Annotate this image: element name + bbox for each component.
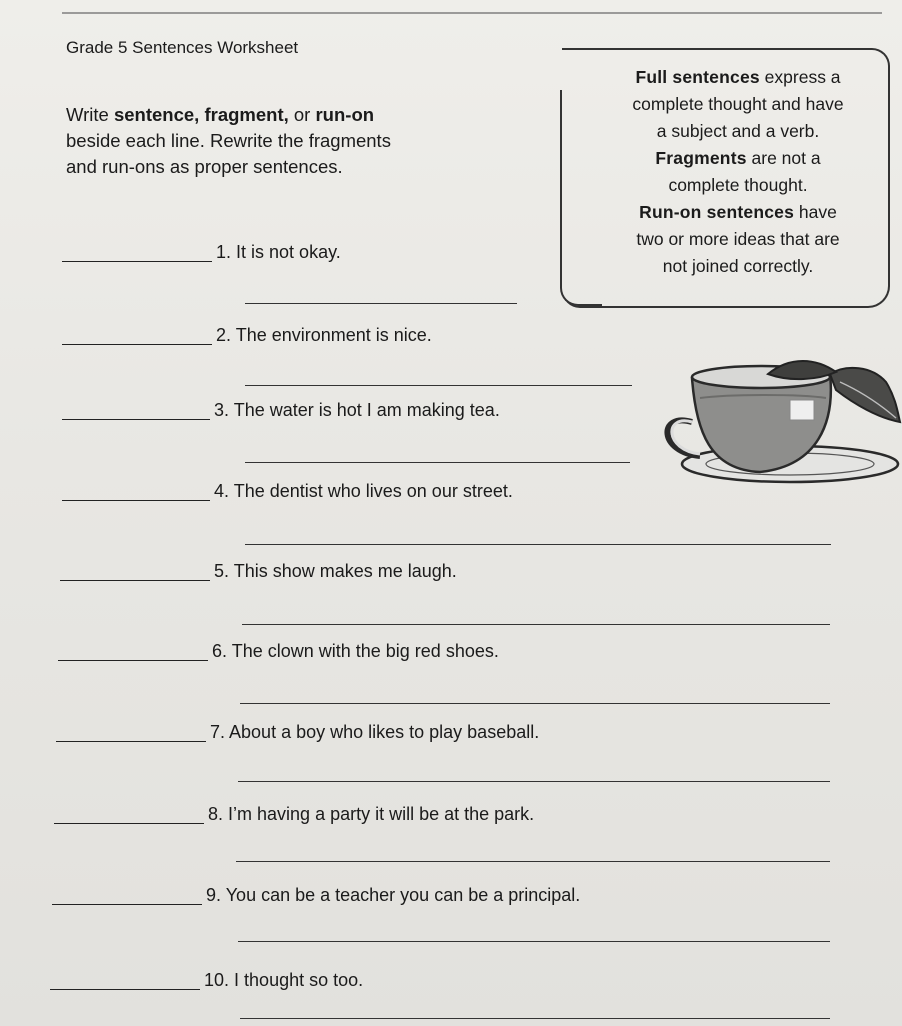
top-rule bbox=[62, 12, 882, 14]
instructions bbox=[66, 102, 526, 180]
answer-blank[interactable] bbox=[62, 419, 210, 420]
answer-blank[interactable] bbox=[56, 741, 206, 742]
rewrite-line[interactable] bbox=[238, 781, 830, 782]
answer-blank[interactable] bbox=[50, 989, 200, 990]
sentence-text: 4. The dentist who lives on our street. bbox=[214, 481, 513, 501]
teacup-with-leaf-icon bbox=[640, 352, 902, 500]
answer-blank[interactable] bbox=[54, 823, 204, 824]
answer-blank[interactable] bbox=[62, 261, 212, 262]
rewrite-line[interactable] bbox=[242, 624, 830, 625]
definitions-text: Full sentences express a complete thought and have a subject and a verb. Fragments are not a complete thought. Run-on sentences have two or more ideas that are not joined correctly. bbox=[632, 67, 844, 276]
instructions-line-3: and run-ons as proper sentences. bbox=[66, 156, 343, 177]
sentence-text: 8. I’m having a party it will be at the park. bbox=[208, 804, 535, 824]
rewrite-line[interactable] bbox=[245, 462, 630, 463]
sentence-text: 10. I thought so too. bbox=[204, 970, 364, 990]
sentence-text: 9. You can be a teacher you can be a principal. bbox=[206, 885, 581, 905]
sentence-text: 6. The clown with the big red shoes. bbox=[212, 641, 499, 661]
rewrite-line[interactable] bbox=[240, 1018, 830, 1019]
rewrite-line[interactable] bbox=[245, 385, 632, 386]
instructions-line-2: beside each line. Rewrite the fragments bbox=[66, 130, 391, 151]
rewrite-line[interactable] bbox=[245, 303, 517, 304]
rewrite-line[interactable] bbox=[240, 703, 830, 704]
answer-blank[interactable] bbox=[52, 904, 202, 905]
sentence-text: 7. About a boy who likes to play baseball. bbox=[210, 722, 540, 742]
rewrite-line[interactable] bbox=[238, 941, 830, 942]
answer-blank[interactable] bbox=[62, 500, 210, 501]
instructions-line-1: Write sentence, fragment, or run-on bbox=[66, 104, 375, 125]
worksheet-title: Grade 5 Sentences Worksheet bbox=[66, 38, 299, 57]
answer-blank[interactable] bbox=[58, 660, 208, 661]
sentence-text: 3. The water is hot I am making tea. bbox=[214, 400, 500, 420]
sentence-text: 1. It is not okay. bbox=[216, 242, 341, 262]
answer-blank[interactable] bbox=[60, 580, 210, 581]
answer-blank[interactable] bbox=[62, 344, 212, 345]
sentence-text: 2. The environment is nice. bbox=[216, 325, 432, 345]
rewrite-line[interactable] bbox=[236, 861, 830, 862]
rewrite-line[interactable] bbox=[245, 544, 831, 545]
sentence-text: 5. This show makes me laugh. bbox=[214, 561, 457, 581]
